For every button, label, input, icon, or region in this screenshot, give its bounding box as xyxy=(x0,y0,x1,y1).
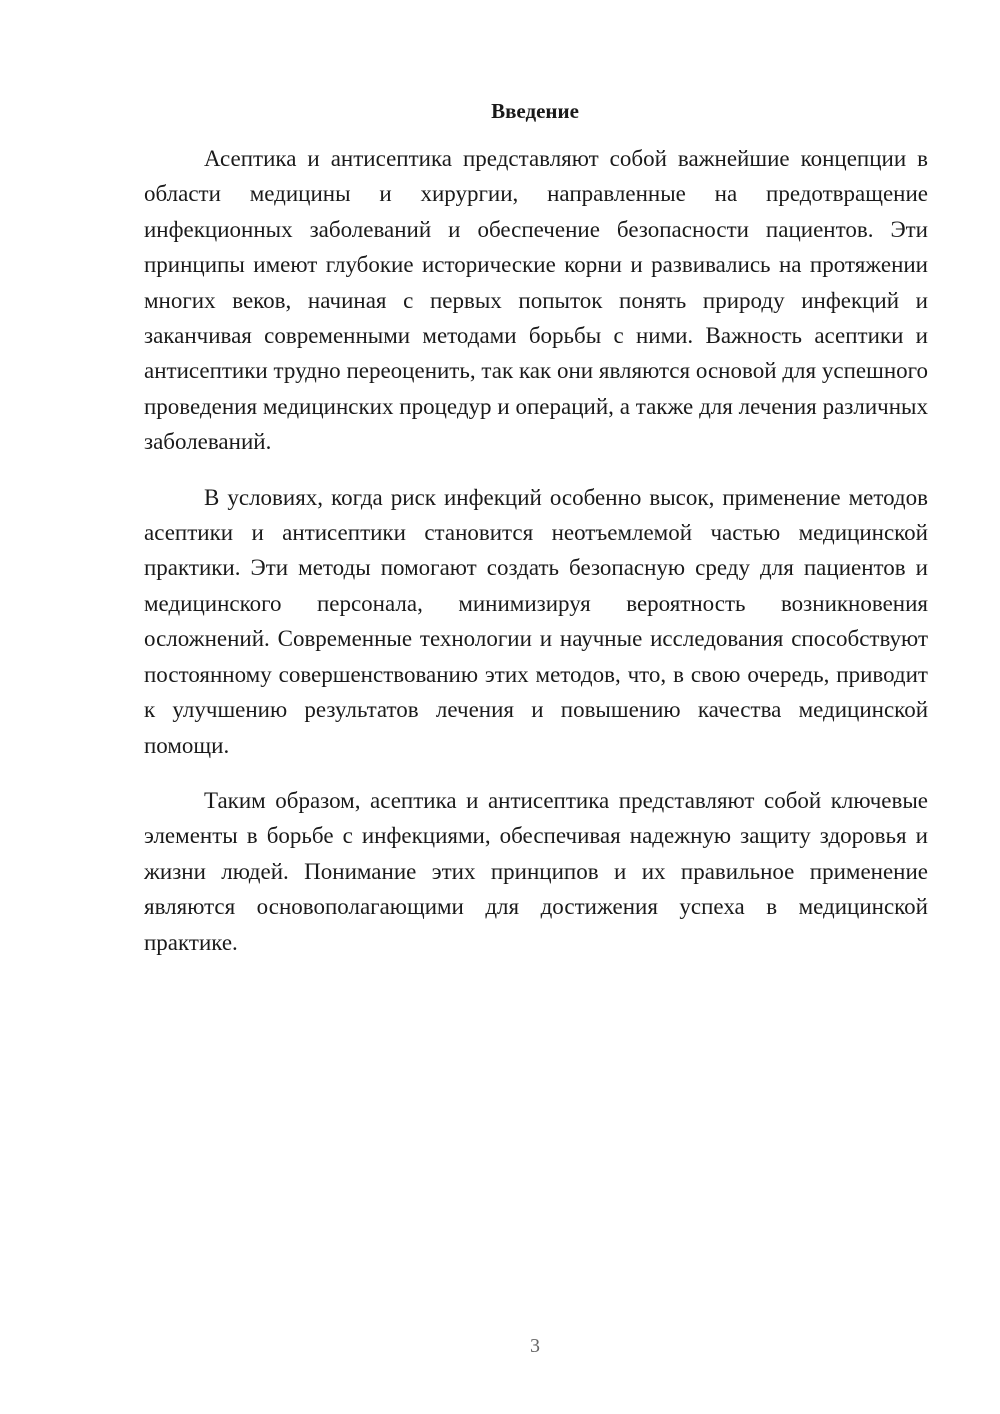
body-text xyxy=(144,141,928,960)
page-number: 3 xyxy=(530,1335,540,1357)
section-title: Введение xyxy=(491,99,579,123)
paragraph: Таким образом, асептика и антисептика представляют собой ключевые элементы в борьбе с инфекциями, обеспечивая надежную защиту здоровья и жизни людей. Понимание этих принципов и их правильное применение являются основополагающими для достижения успеха в медицинской практике. xyxy=(144,787,928,955)
paragraph: В условиях, когда риск инфекций особенно высок, применение методов асептики и антисептики становится неотъемлемой частью медицинской практики. Эти методы помогают создать безопасную среду для пациентов и медицинского персонала, минимизируя вероятность возникновения осложнений. Современные технологии и научные исследования способствуют постоянному совершенствованию этих методов, что, в свою очередь, приводит к улучшению результатов лечения и повышению качества медицинской помощи. xyxy=(144,484,928,758)
paragraph: Асептика и антисептика представляют собой важнейшие концепции в области медицины и хирургии, направленные на предотвращение инфекционных заболеваний и обеспечение безопасности пациентов. Эти принципы имеют глубокие исторические корни и развивались на протяжении многих веков, начиная с первых попыток понять природу инфекций и заканчивая современными методами борьбы с ними. Важность асептики и антисептики трудно переоценить, так как они являются основой для успешного проведения медицинских процедур и операций, а также для лечения различных заболеваний. xyxy=(144,146,928,455)
